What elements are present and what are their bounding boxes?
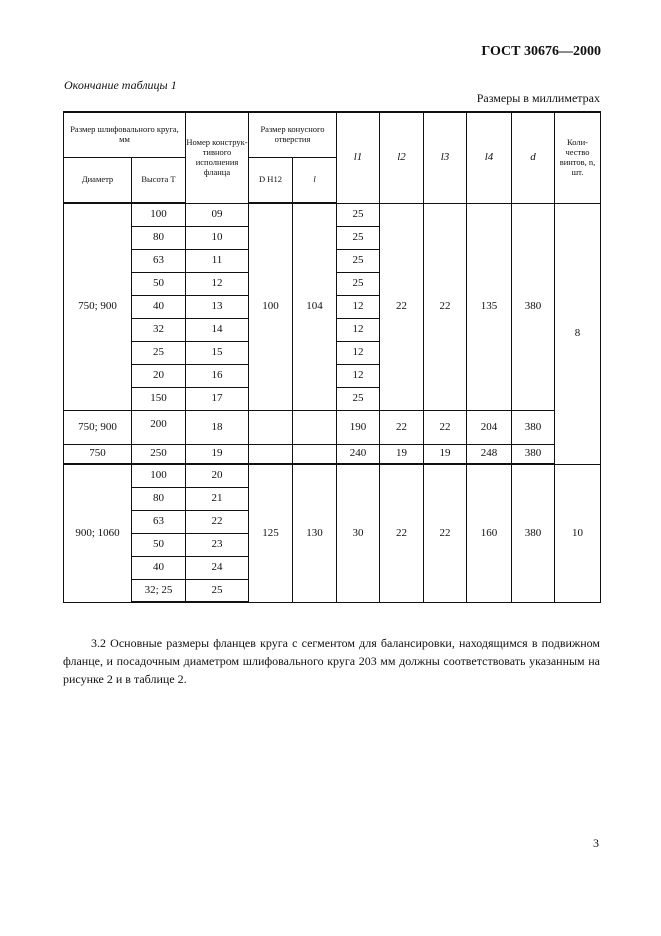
- cell-l1: 25: [337, 387, 380, 410]
- cell-height: 80: [132, 487, 186, 510]
- g4-diameter: 900; 1060: [64, 464, 132, 602]
- cell-height: 100: [132, 464, 186, 487]
- g4-l2: 22: [380, 464, 424, 602]
- g1-D: 100: [249, 203, 293, 410]
- header-diameter: Диаметр: [64, 157, 132, 203]
- header-l4: l4: [467, 112, 512, 203]
- cell-design-no: 21: [186, 487, 249, 510]
- table-continuation-caption: Окончание таблицы 1: [64, 78, 177, 92]
- units-caption: Размеры в миллиметрах: [476, 91, 600, 105]
- cell-height: 50: [132, 533, 186, 556]
- header-height: Высота T: [132, 157, 186, 203]
- cell-design-no: 14: [186, 318, 249, 341]
- g2-l1: 190: [337, 410, 380, 444]
- header-design-number: Номер конструк- тивного исполнения фланца: [186, 112, 249, 203]
- cell-design-no: 12: [186, 272, 249, 295]
- header-screws: Коли- чество винтов, n, шт.: [555, 112, 601, 203]
- cell-l1: 25: [337, 249, 380, 272]
- cell-design-no: 23: [186, 533, 249, 556]
- header-D: D H12: [249, 157, 293, 203]
- g3-l1: 240: [337, 444, 380, 464]
- g2-l2: 22: [380, 410, 424, 444]
- g1-l2: 22: [380, 203, 424, 410]
- cell-design-no: 15: [186, 341, 249, 364]
- g2-l3: 22: [424, 410, 467, 444]
- page-number: 3: [593, 836, 599, 850]
- g3-l3: 19: [424, 444, 467, 464]
- g4-l3: 22: [424, 464, 467, 602]
- header-l: l: [293, 157, 337, 203]
- cell-height: 100: [132, 203, 186, 226]
- g3-diameter: 750: [64, 444, 132, 464]
- cell-design-no: 09: [186, 203, 249, 226]
- cell-l1: 12: [337, 295, 380, 318]
- header-wheel-size: Размер шлифовального круга, мм: [64, 112, 186, 157]
- g3-l: [293, 444, 337, 464]
- g3-D: [249, 444, 293, 464]
- cell-l1: 25: [337, 226, 380, 249]
- g3-l4: 248: [467, 444, 512, 464]
- g4-screws: 10: [555, 464, 601, 602]
- g3-design-no: 19: [186, 444, 249, 464]
- cell-height: 50: [132, 272, 186, 295]
- cell-design-no: 13: [186, 295, 249, 318]
- g2-height: 200: [132, 410, 186, 444]
- g2-D: [249, 410, 293, 444]
- cell-design-no: 10: [186, 226, 249, 249]
- cell-height: 40: [132, 295, 186, 318]
- cell-l1: 12: [337, 341, 380, 364]
- standard-number: ГОСТ 30676—2000: [481, 44, 601, 59]
- g4-D: 125: [249, 464, 293, 602]
- g2-l: [293, 410, 337, 444]
- g1-l3: 22: [424, 203, 467, 410]
- header-cone-size: Размер конусного отверстия: [249, 112, 337, 157]
- cell-design-no: 24: [186, 556, 249, 579]
- cell-design-no: 16: [186, 364, 249, 387]
- header-d: d: [512, 112, 555, 203]
- header-l2: l2: [380, 112, 424, 203]
- g3-d: 380: [512, 444, 555, 464]
- g2-diameter: 750; 900: [64, 410, 132, 444]
- g1-diameter: 750; 900: [64, 203, 132, 410]
- cell-design-no: 20: [186, 464, 249, 487]
- cell-height: 63: [132, 249, 186, 272]
- cell-height: 63: [132, 510, 186, 533]
- g4-l1: 30: [337, 464, 380, 602]
- cell-l1: 25: [337, 203, 380, 226]
- cell-l1: 25: [337, 272, 380, 295]
- cell-height: 80: [132, 226, 186, 249]
- cell-height: 40: [132, 556, 186, 579]
- cell-height: 20: [132, 364, 186, 387]
- g4-d: 380: [512, 464, 555, 602]
- g2-d: 380: [512, 410, 555, 444]
- cell-design-no: 25: [186, 579, 249, 602]
- header-l3: l3: [424, 112, 467, 203]
- section-paragraph: 3.2 Основные размеры фланцев круга с сегментом для балансировки, находящимся в подвижном фланце, и посадочным диаметром шлифовального круга 203 мм должны соответствовать указанным на рисунке 2 и в таблице 2.: [63, 636, 600, 686]
- g1-l: 104: [293, 203, 337, 410]
- cell-design-no: 22: [186, 510, 249, 533]
- cell-height: 25: [132, 341, 186, 364]
- cell-height: 32: [132, 318, 186, 341]
- g4-l: 130: [293, 464, 337, 602]
- cell-height: 150: [132, 387, 186, 410]
- g3-height: 250: [132, 444, 186, 464]
- cell-design-no: 17: [186, 387, 249, 410]
- g2-l4: 204: [467, 410, 512, 444]
- flange-dimensions-table: [63, 111, 601, 603]
- g1-d: 380: [512, 203, 555, 410]
- g1-l4: 135: [467, 203, 512, 410]
- header-l1: l1: [337, 112, 380, 203]
- g4-l4: 160: [467, 464, 512, 602]
- cell-l1: 12: [337, 318, 380, 341]
- cell-l1: 12: [337, 364, 380, 387]
- g3-l2: 19: [380, 444, 424, 464]
- cell-height: 32; 25: [132, 579, 186, 602]
- cell-design-no: 11: [186, 249, 249, 272]
- g2-design-no: 18: [186, 410, 249, 444]
- g1-screws: 8: [555, 203, 601, 464]
